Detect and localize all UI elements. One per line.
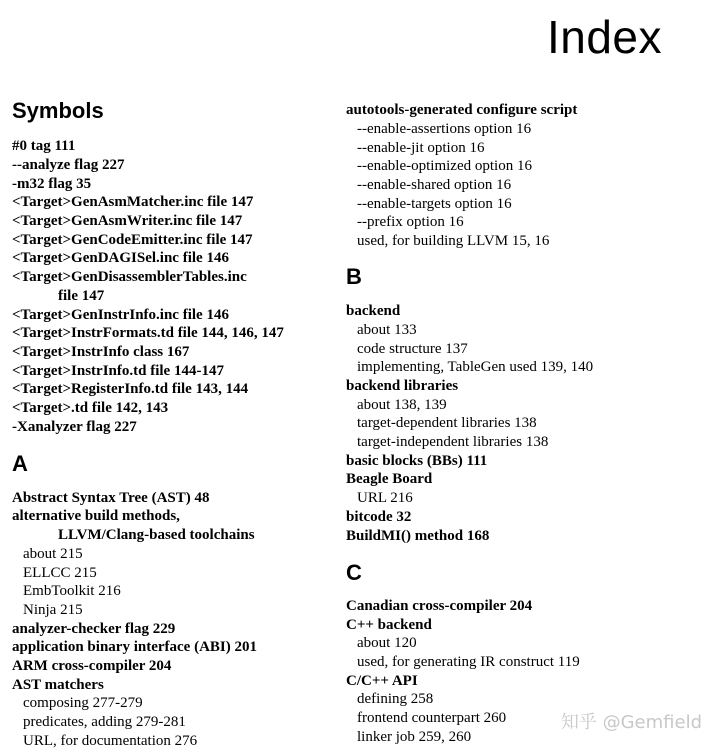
- index-entry: <Target>RegisterInfo.td file 143, 144: [12, 381, 249, 397]
- index-subentry: --enable-targets option 16: [357, 196, 512, 212]
- index-subentry: implementing, TableGen used 139, 140: [357, 359, 594, 375]
- section-heading-a: A: [12, 451, 28, 476]
- index-entry-continuation: LLVM/Clang-based toolchains: [58, 527, 255, 543]
- index-entry: backend libraries: [346, 378, 459, 394]
- index-subentry: code structure 137: [357, 341, 468, 357]
- index-subentry: about 120: [357, 635, 417, 651]
- index-entry: <Target>GenAsmMatcher.inc file 147: [12, 194, 254, 210]
- index-entry: alternative build methods,: [12, 508, 180, 524]
- index-subentry: used, for generating IR construct 119: [357, 654, 580, 670]
- index-entry: Beagle Board: [346, 471, 433, 487]
- index-subentry: --enable-jit option 16: [357, 140, 485, 156]
- index-entry: -m32 flag 35: [12, 176, 92, 192]
- index-entry: <Target>GenCodeEmitter.inc file 147: [12, 232, 253, 248]
- index-entry: #0 tag 111: [12, 138, 76, 154]
- section-heading-c: C: [346, 560, 362, 585]
- index-entry: Canadian cross-compiler 204: [346, 598, 533, 614]
- index-subentry: about 215: [23, 546, 83, 562]
- index-subentry: --enable-assertions option 16: [357, 121, 532, 137]
- section-heading-symbols: Symbols: [12, 98, 104, 123]
- index-subentry: URL 216: [357, 490, 413, 506]
- index-subentry: target-independent libraries 138: [357, 434, 549, 450]
- watermark: 知乎 @Gemfield: [560, 712, 702, 733]
- index-entry: <Target>GenDAGISel.inc file 146: [12, 250, 229, 266]
- index-subentry: target-dependent libraries 138: [357, 415, 537, 431]
- index-subentry: EmbToolkit 216: [23, 583, 121, 599]
- index-subentry: URL, for documentation 276: [23, 733, 198, 749]
- index-entry: AST matchers: [12, 677, 104, 693]
- index-entry: <Target>GenAsmWriter.inc file 147: [12, 213, 243, 229]
- index-subentry: defining 258: [357, 691, 434, 707]
- index-subentry: predicates, adding 279-281: [23, 714, 186, 730]
- index-entry: Abstract Syntax Tree (AST) 48: [12, 490, 210, 506]
- index-entry: ARM cross-compiler 204: [12, 658, 172, 674]
- index-entry: -Xanalyzer flag 227: [12, 419, 137, 435]
- index-subentry: about 138, 139: [357, 397, 447, 413]
- index-subentry: about 133: [357, 322, 417, 338]
- section-heading-b: B: [346, 264, 362, 289]
- index-entry: <Target>InstrFormats.td file 144, 146, 147: [12, 325, 284, 341]
- index-subentry: used, for building LLVM 15, 16: [357, 233, 550, 249]
- page-title: Index: [546, 11, 662, 63]
- index-subentry: ELLCC 215: [23, 565, 97, 581]
- index-entry: <Target>InstrInfo class 167: [12, 344, 190, 360]
- index-entry: application binary interface (ABI) 201: [12, 639, 257, 655]
- index-subentry: Ninja 215: [23, 602, 83, 618]
- index-entry: <Target>GenDisassemblerTables.inc: [12, 269, 247, 285]
- index-entry: C/C++ API: [346, 673, 418, 689]
- index-entry-continuation: file 147: [58, 288, 105, 304]
- index-entry: analyzer-checker flag 229: [12, 621, 176, 637]
- index-subentry: linker job 259, 260: [357, 729, 472, 745]
- index-subentry: --prefix option 16: [357, 214, 464, 230]
- index-entry: C++ backend: [346, 617, 432, 633]
- index-entry: <Target>GenInstrInfo.inc file 146: [12, 307, 229, 323]
- index-entry: bitcode 32: [346, 509, 412, 525]
- index-subentry: --enable-shared option 16: [357, 177, 512, 193]
- index-entry: basic blocks (BBs) 111: [346, 453, 488, 469]
- index-subentry: --enable-optimized option 16: [357, 158, 532, 174]
- index-entry: --analyze flag 227: [12, 157, 125, 173]
- index-entry: <Target>.td file 142, 143: [12, 400, 169, 416]
- index-subentry: composing 277-279: [23, 695, 143, 711]
- index-entry: BuildMI() method 168: [346, 528, 490, 544]
- index-entry: <Target>InstrInfo.td file 144-147: [12, 363, 224, 379]
- index-subentry: frontend counterpart 260: [357, 710, 507, 726]
- index-entry: autotools-generated configure script: [346, 102, 578, 118]
- index-entry: backend: [346, 303, 401, 319]
